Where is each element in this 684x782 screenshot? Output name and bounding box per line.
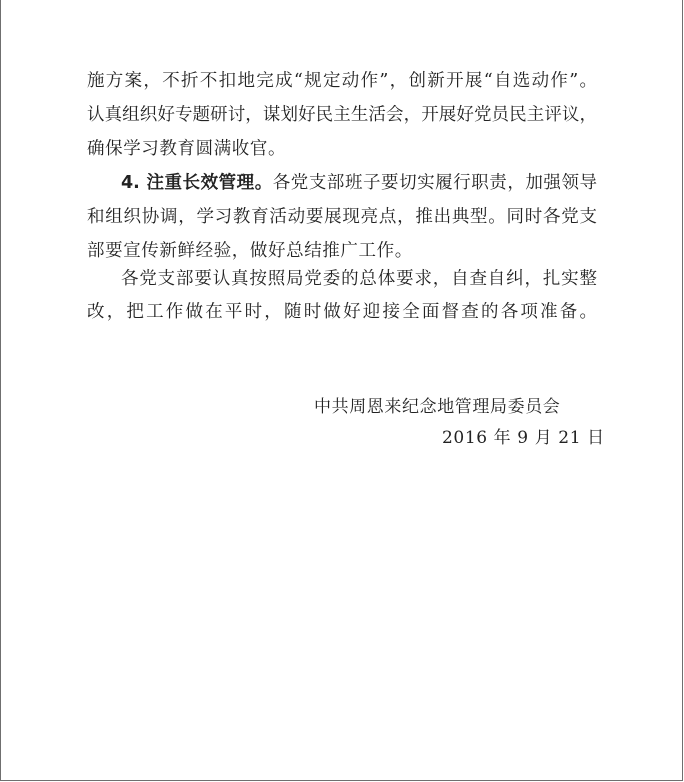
section-heading: 4. 注重长效管理。 xyxy=(121,173,273,193)
paragraph-3-line-2: 改，把工作做在平时，随时做好迎接全面督查的各项准备。 xyxy=(87,302,597,322)
paragraph-3-line-1: 各党支部要认真按照局党委的总体要求，自查自纠，扎实整 xyxy=(121,269,597,289)
paragraph-2-line-2: 和组织协调，学习教育活动要展现亮点，推出典型。同时各党支 xyxy=(87,207,597,227)
paragraph-2-line-1 xyxy=(121,172,597,194)
paragraph-1-line-2: 认真组织好专题研讨，谋划好民主生活会，开展好党员民主评议， xyxy=(87,105,597,125)
signature-date: 2016 年 9 月 21 日 xyxy=(442,428,605,448)
paragraph-2-line-1-text: 各党支部班子要切实履行职责，加强领导 xyxy=(272,173,597,193)
paragraph-1-line-3: 确保学习教育圆满收官。 xyxy=(87,139,287,159)
paragraph-1-line-1: 施方案，不折不扣地完成“规定动作”，创新开展“自选动作”。 xyxy=(87,71,597,91)
signature-organization: 中共周恩来纪念地管理局委员会 xyxy=(314,397,561,417)
paragraph-2-line-3: 部要宣传新鲜经验，做好总结推广工作。 xyxy=(87,241,413,261)
